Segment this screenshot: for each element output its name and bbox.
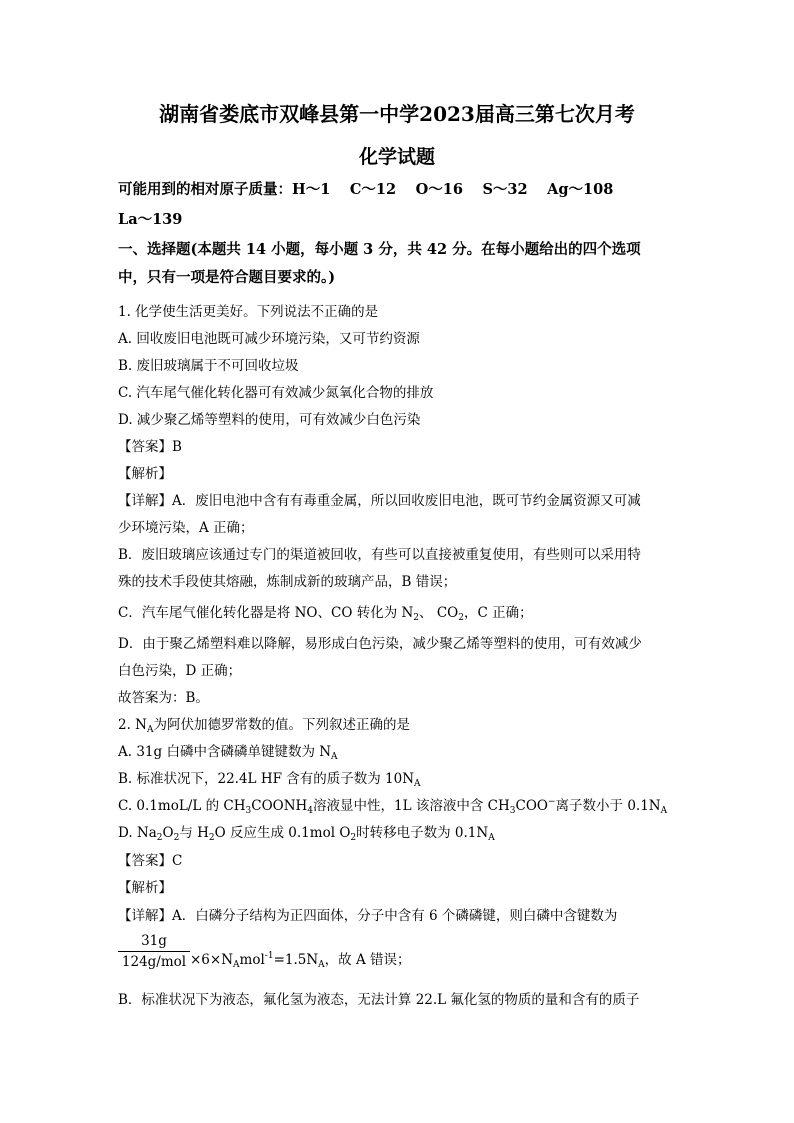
q1-detail-line-3: B．废旧玻璃应该通过专门的渠道被回收，有些可以直接被重复使用，有些则可以采用特 xyxy=(118,547,641,563)
q2-stem: 2. $N_A$为阿伏加德罗常数的值。下列叙述正确的是 xyxy=(118,717,410,735)
q2-option-a: A. 31g 白磷中含磷磷单键键数为 $N_A$ xyxy=(118,744,338,762)
q1-option-d: D. 减少聚乙烯等塑料的使用，可有效减少白色污染 xyxy=(118,412,421,428)
q1-detail-c: C．汽车尾气催化转化器是将 NO、CO 转化为 $N_2$、 $CO_2$，C 正确； xyxy=(118,605,533,623)
page-title: 湖南省娄底市双峰县第一中学2023届高三第七次月考 xyxy=(159,102,635,126)
q1-conclusion: 故答案为：B。 xyxy=(118,690,209,706)
q2-option-c: C. 0.1moL/L 的 $CH_3COONH_4$溶液显中性，1L 该溶液中含 $CH_3COO^-$离子数小于 $0.1N_A$ xyxy=(118,797,668,816)
q1-option-a: A. 回收废旧电池既可减少环境污染，又可节约资源 xyxy=(118,331,420,347)
q1-detail-d-line-1: D．由于聚乙烯塑料难以降解，易形成白色污染，减少聚乙烯等塑料的使用，可有效减少 xyxy=(118,636,642,652)
section-heading-line-1: 一、选择题(本题共 14 小题，每小题 3 分，共 42 分。在每小题给出的四个选项 xyxy=(118,241,641,258)
q1-stem: 1. 化学使生活更美好。下列说法不正确的是 xyxy=(118,304,379,320)
q2-answer: 【答案】C xyxy=(118,853,183,869)
q1-detail-line-2: 少环境污染，A 正确； xyxy=(118,520,254,536)
q1-option-b: B. 废旧玻璃属于不可回收垃圾 xyxy=(118,358,299,374)
q1-analysis-label: 【解析】 xyxy=(118,466,172,482)
q2-analysis-label: 【解析】 xyxy=(118,880,172,896)
q1-answer: 【答案】B xyxy=(118,439,182,455)
page-subtitle: 化学试题 xyxy=(358,146,435,168)
fraction-bar xyxy=(118,951,190,952)
fraction-expression xyxy=(118,932,190,971)
q1-detail-line-1: 【详解】A．废旧电池中含有有毒重金属，所以回收废旧电池，既可节约金属资源又可减 xyxy=(118,493,641,509)
fraction-numerator: 31g xyxy=(141,933,167,949)
q1-detail-line-4: 殊的技术手段使其熔融，炼制成新的玻璃产品，B 错误； xyxy=(118,574,457,590)
fraction-tail: $\times 6\times N_Amol^{-1}=1.5N_A$，故 A 错误； xyxy=(190,951,411,970)
q2-detail-a: 【详解】A．白磷分子结构为正四面体，分子中含有 6 个磷磷键，则白磷中含键数为 xyxy=(118,908,618,924)
q1-detail-d-line-2: 白色污染，D 正确； xyxy=(118,663,242,679)
section-heading-line-2: 中，只有一项是符合题目要求的。) xyxy=(118,269,336,286)
atomic-mass-line-1: 可能用到的相对原子质量：H～1 C～12 O～16 S～32 Ag～108 xyxy=(118,181,614,198)
q2-option-b: B. 标准状况下，22.4L HF 含有的质子数为 $10N_A$ xyxy=(118,771,421,789)
q1-option-c: C. 汽车尾气催化转化器可有效减少氮氧化合物的排放 xyxy=(118,385,434,401)
q2-detail-b: B．标准状况下为液态，氟化氢为液态，无法计算 22.L 氟化氢的物质的量和含有的质子 xyxy=(118,992,640,1008)
atomic-mass-line-2: La～139 xyxy=(118,211,183,228)
q2-option-d: D. $Na_2O_2$与 $H_2O$ 反应生成 0.1mol $O_2$时转移电子数为 $0.1N_A$ xyxy=(118,825,495,843)
fraction-denominator: 124g/mol xyxy=(121,954,187,970)
